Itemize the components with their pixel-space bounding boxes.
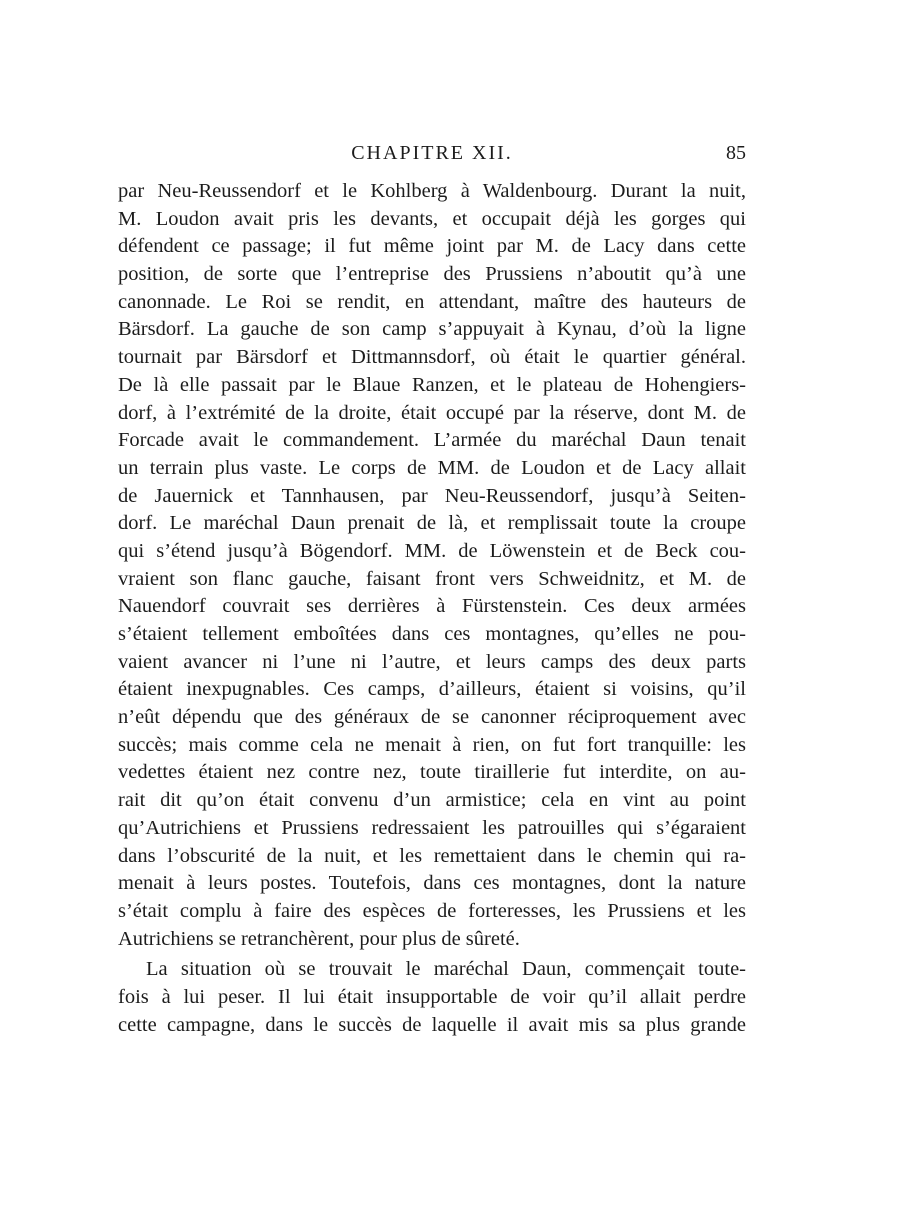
text-line: tournait par Bärsdorf et Dittmannsdorf, où était le quartier général. [118, 346, 746, 369]
text-line: menait à leurs postes. Toutefois, dans ces montagnes, dont la nature [118, 872, 746, 895]
body-text [118, 178, 746, 1039]
text-line: n’eût dépendu que des généraux de se canonner réciproquement avec [118, 706, 746, 729]
text-line: étaient inexpugnables. Ces camps, d’ailleurs, étaient si voisins, qu’il [118, 678, 746, 701]
text-line: dorf. Le maréchal Daun prenait de là, et remplissait toute la croupe [118, 512, 746, 535]
text-line: dans l’obscurité de la nuit, et les remettaient dans le chemin qui ra- [118, 844, 746, 867]
text-line: s’était complu à faire des espèces de forteresses, les Prussiens et les [118, 899, 746, 922]
text-line: succès; mais comme cela ne menait à rien, on fut fort tranquille: les [118, 733, 746, 756]
text-line: dorf, à l’extrémité de la droite, était occupé par la réserve, dont M. de [118, 401, 746, 424]
text-line: vraient son flanc gauche, faisant front vers Schweidnitz, et M. de [118, 567, 746, 590]
chapter-title: CHAPITRE XII. [351, 142, 513, 164]
text-line: qui s’étend jusqu’à Bögendorf. MM. de Löwenstein et de Beck cou- [118, 539, 746, 562]
page-number: 85 [726, 142, 746, 164]
text-line: La situation où se trouvait le maréchal Daun, commençait toute- [146, 958, 746, 981]
text-line: vedettes étaient nez contre nez, toute tiraillerie fut interdite, on au- [118, 761, 746, 784]
text-line: position, de sorte que l’entreprise des Prussiens n’aboutit qu’à une [118, 263, 746, 286]
running-head [118, 139, 746, 169]
text-line: Nauendorf couvrait ses derrières à Fürstenstein. Ces deux armées [118, 595, 746, 618]
text-line: Forcade avait le commandement. L’armée du maréchal Daun tenait [118, 429, 746, 452]
paragraph-2 [118, 956, 746, 1039]
text-line: défendent ce passage; il fut même joint par M. de Lacy dans cette [118, 235, 746, 258]
text-line: M. Loudon avait pris les devants, et occupait déjà les gorges qui [118, 207, 746, 230]
text-line: rait dit qu’on était convenu d’un armistice; cela en vint au point [118, 789, 746, 812]
text-line: fois à lui peser. Il lui était insupportable de voir qu’il allait perdre [118, 985, 746, 1008]
paragraph-1 [118, 178, 746, 953]
text-line: canonnade. Le Roi se rendit, en attendant, maître des hauteurs de [118, 290, 746, 313]
text-line: Bärsdorf. La gauche de son camp s’appuyait à Kynau, d’où la ligne [118, 318, 746, 341]
text-line: s’étaient tellement emboîtées dans ces montagnes, qu’elles ne pou- [118, 623, 746, 645]
text-line: qu’Autrichiens et Prussiens redressaient les patrouilles qui s’égaraient [118, 816, 746, 839]
text-line: De là elle passait par le Blaue Ranzen, et le plateau de Hohengiers- [118, 373, 746, 396]
text-line: un terrain plus vaste. Le corps de MM. de Loudon et de Lacy allait [118, 456, 746, 479]
text-line: de Jauernick et Tannhausen, par Neu-Reussendorf, jusqu’à Seiten- [118, 484, 746, 507]
text-line: cette campagne, dans le succès de laquelle il avait mis sa plus grande [118, 1013, 746, 1036]
text-line: Autrichiens se retranchèrent, pour plus de sûreté. [118, 927, 520, 950]
text-line: vaient avancer ni l’une ni l’autre, et leurs camps des deux parts [118, 650, 746, 673]
text-line: par Neu-Reussendorf et le Kohlberg à Waldenbourg. Durant la nuit, [118, 180, 746, 202]
